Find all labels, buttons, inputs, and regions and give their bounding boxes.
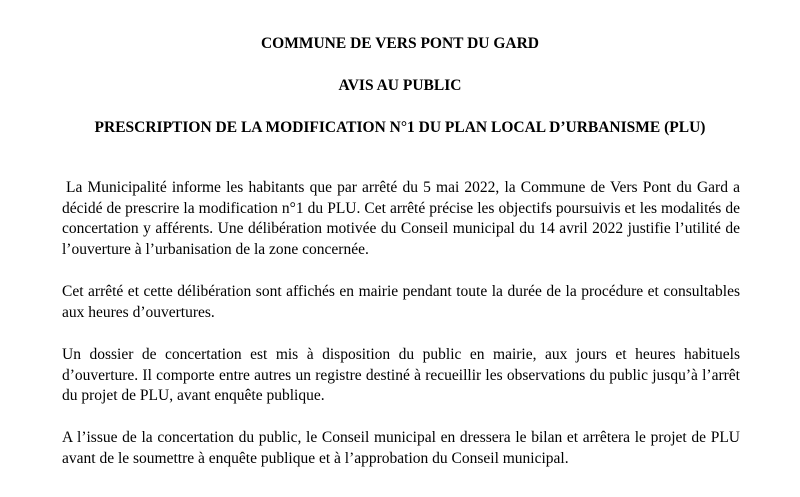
paragraph-posting: Cet arrêté et cette délibération sont affichés en mairie pendant toute la durée de la procédure et consultables aux heures d’ouvertures.: [62, 283, 740, 321]
subject-title: PRESCRIPTION DE LA MODIFICATION N°1 DU PLAN LOCAL D’URBANISME (PLU): [94, 119, 706, 136]
paragraph-conclusion: A l’issue de la concertation du public, le Conseil municipal en dressera le bilan et arrêtera le projet de PLU avant de le soumettre à enquête publique et à l’approbation du Conseil municipal.: [62, 429, 740, 467]
commune-title: COMMUNE DE VERS PONT DU GARD: [260, 35, 539, 52]
paragraph-prescription: La Municipalité informe les habitants que par arrêté du 5 mai 2022, la Commune de Vers Pont du Gard a décidé de prescrire la modification n°1 du PLU. Cet arrêté précise les objectifs poursuivis et les modalités de concertation y afférents. Une délibération motivée du Conseil municipal du 14 avril 2022 justifie l’utilité de l’ouverture à l’urbanisation de la zone concernée.: [62, 179, 740, 258]
paragraph-consultation-file: Un dossier de concertation est mis à disposition du public en mairie, aux jours et heures habituels d’ouverture. Il comporte entre autres un registre destiné à recueillir les observations du public jusqu’à l’arrêt du projet de PLU, avant enquête publique.: [62, 346, 740, 404]
notice-title: AVIS AU PUBLIC: [338, 77, 462, 94]
